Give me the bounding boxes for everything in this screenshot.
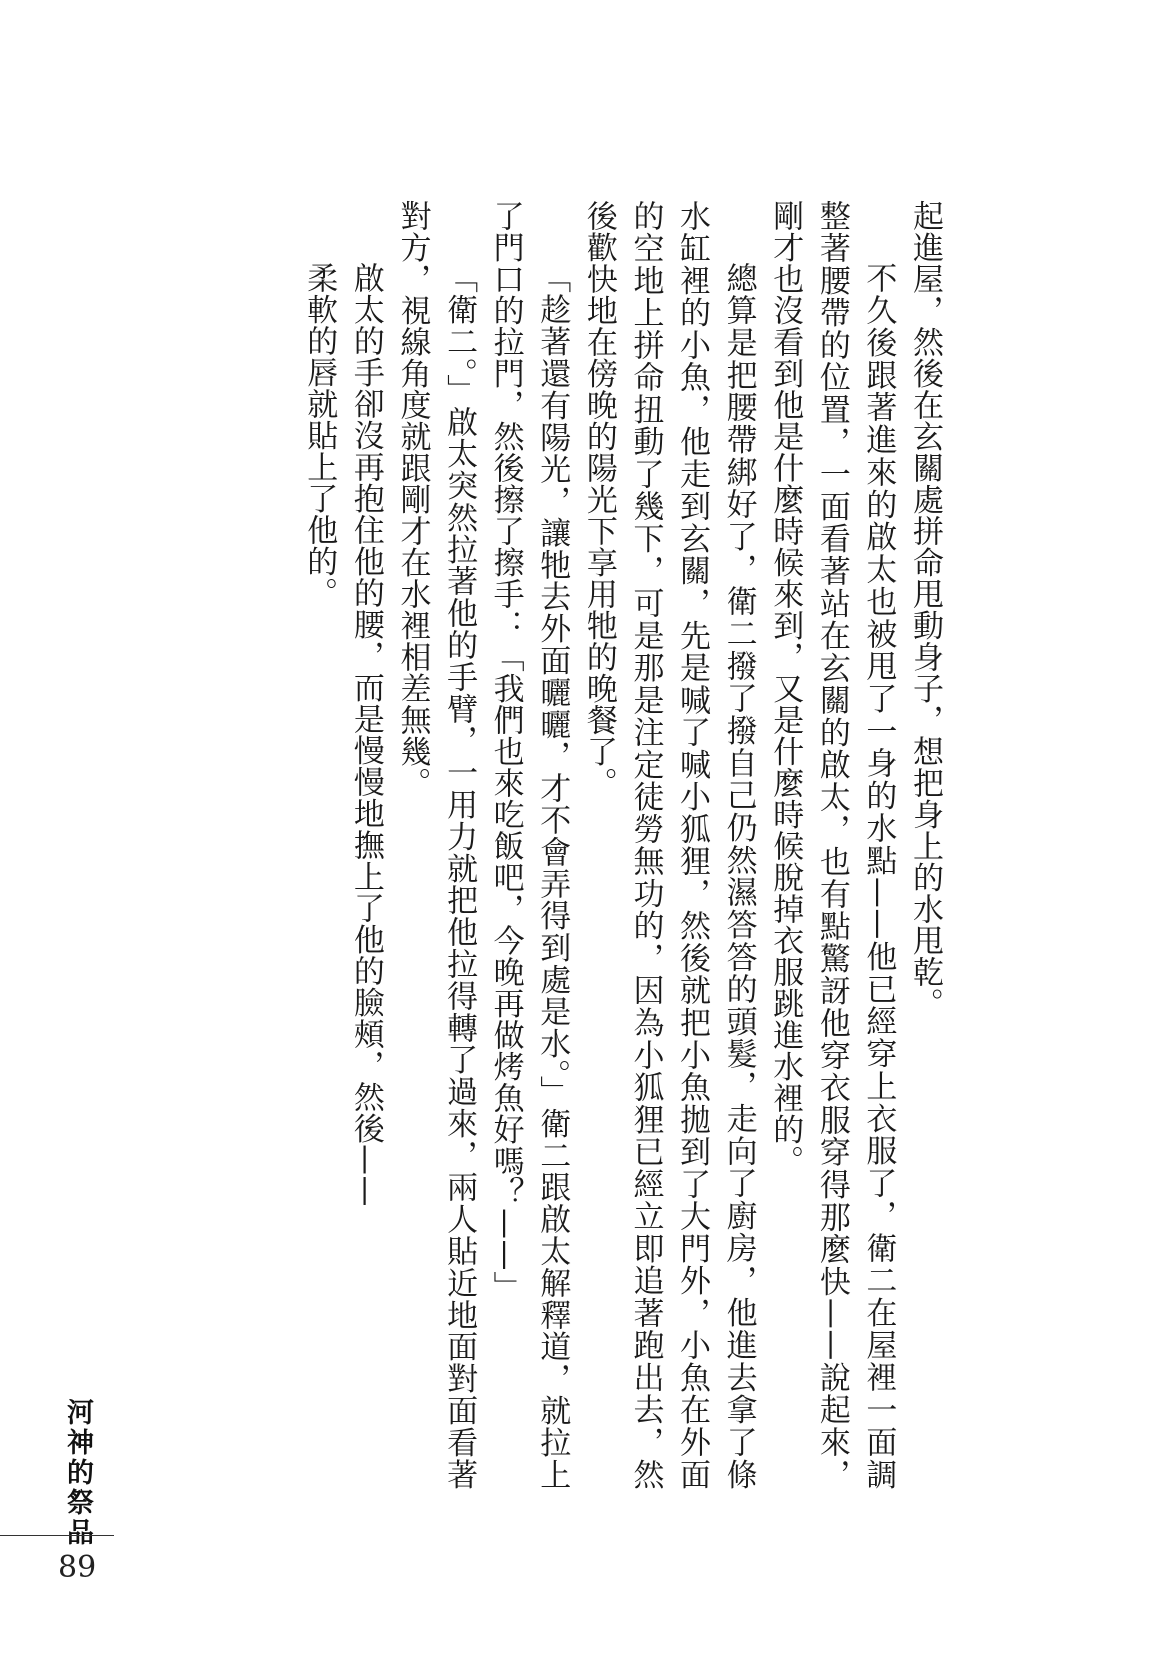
- paragraph-3: 總算是把腰帶綁好了，衛二撥了撥自己仍然濕答答的頭髮，走向了廚房，他進去拿了條水缸裡的小魚，他走到玄關，先是喊了喊小狐狸，然後就把小魚拋到了大門外，小魚在外面的空地上拼命扭動了幾下，可是那是注定徒勞無功的，因為小狐狸已經立即追著跑出去，然後歡快地在傍晚的陽光下享用牠的晚餐了。: [580, 200, 757, 1490]
- paragraph-1: 起進屋，然後在玄關處拼命甩動身子，想把身上的水甩乾。: [907, 200, 943, 1019]
- footer-rule: [0, 1535, 114, 1536]
- page-number: 89: [58, 1550, 97, 1585]
- running-title: 河神的祭品: [62, 1398, 93, 1548]
- paragraph-2: 不久後跟著進來的啟太也被甩了一身的水點——他已經穿上衣服了，衛二在屋裡一面調整著腰帶的位置，一面看著站在玄關的啟太，也有點驚訝他穿衣服穿得那麼快——說起來，剛才也沒看到他是什麼時候來到，又是什麼時候脫掉衣服跳進水裡的。: [767, 200, 897, 1490]
- paragraph-7: 柔軟的唇就貼上了他的。: [301, 262, 338, 609]
- paragraph-5: 「衛二。」啟太突然拉著他的手臂，一用力就把他拉得轉了過來，兩人貼近地面對面看著對方，視線角度就跟剛才在水裡相差無幾。: [394, 200, 478, 1490]
- paragraph-4: 「趁著還有陽光，讓牠去外面曬曬，才不會弄得到處是水。」衛二跟啟太解釋道，就拉上了門口的拉門，然後擦了擦手：「我們也來吃飯吧，今晚再做烤魚好嗎？——」: [487, 200, 571, 1490]
- body-text: [296, 200, 948, 1490]
- paragraph-6: 啟太的手卻沒再抱住他的腰，而是慢慢地撫上了他的臉頰，然後——: [347, 262, 384, 1207]
